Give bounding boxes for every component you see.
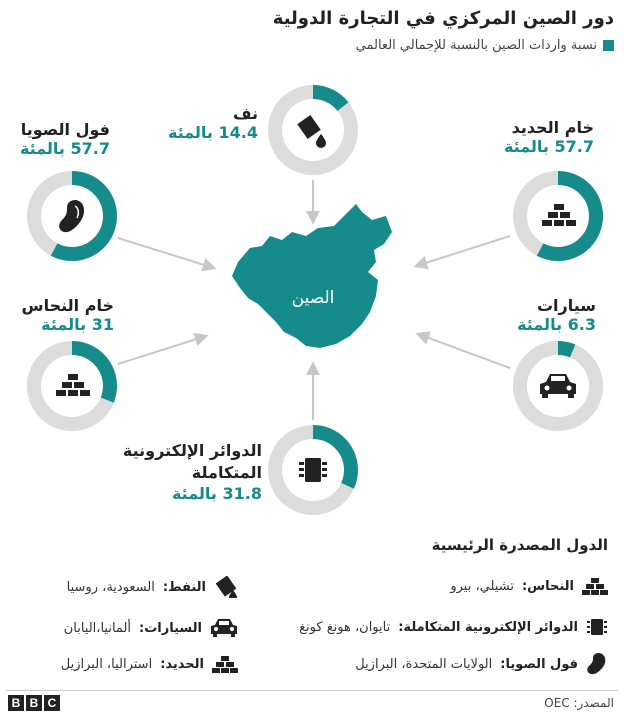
source-credit: المصدر: OEC: [544, 696, 614, 710]
oil-barrel-icon: [214, 576, 238, 598]
label-oil: [168, 104, 258, 142]
chip-icon: [586, 616, 608, 638]
source-text: تشيلي، بيرو: [450, 578, 514, 594]
label-copper-value: 31 بالمئة: [41, 315, 114, 334]
label-chip-name2: المتكاملة: [191, 462, 262, 482]
car-icon: [210, 618, 238, 638]
source-text: استراليا، البرازيل: [60, 656, 153, 672]
arrow-3: [118, 336, 206, 364]
legend-label: نسبة واردات الصين بالنسبة للإجمالي العالمي: [355, 38, 597, 53]
source-text: ألمانيا،اليابان: [63, 620, 132, 636]
source-row-chip: [299, 616, 608, 638]
label-oil-name: نف: [232, 104, 258, 123]
source-row-copper: [450, 576, 608, 596]
source-label: الدوائر الإلكترونية المتكاملة:: [398, 619, 578, 635]
ingots-icon: [212, 654, 238, 674]
label-iron-name: خام الحديد: [511, 118, 594, 137]
source-label: فول الصويا:: [500, 656, 578, 672]
chip-icon: [299, 458, 327, 482]
source-row-cars: [64, 618, 238, 638]
label-copper: [22, 296, 114, 334]
label-soy-value: 57.7 بالمئة: [19, 139, 110, 158]
label-chip-value: 31.8 بالمئة: [171, 484, 262, 504]
source-label: النفط:: [162, 579, 206, 595]
label-car-value: 6.3 بالمئة: [517, 315, 596, 334]
soybean-icon: [59, 200, 84, 232]
label-soy-name: فول الصويا: [20, 120, 110, 139]
source-text: الولايات المتحدة، البرازيل: [355, 656, 493, 672]
sources-heading: الدول المصدرة الرئيسية: [431, 536, 608, 554]
source-row-oil: [67, 576, 238, 598]
label-chip: [123, 440, 262, 505]
oil-barrel-icon: [297, 115, 326, 148]
china-map: [232, 204, 392, 348]
label-iron-value: 57.7 بالمئة: [503, 137, 594, 156]
source-label: الحديد:: [160, 656, 204, 672]
bbc-logo: B B C: [8, 695, 60, 711]
source-text: تايوان، هونغ كونغ: [299, 619, 391, 635]
label-chip-name: الدوائر الإلكترونية: [122, 441, 262, 460]
source-text: السعودية، روسيا: [66, 579, 155, 595]
source-row-soy: [355, 652, 608, 676]
label-car-name: سيارات: [536, 296, 596, 315]
center-label: الصين: [291, 288, 335, 308]
arrow-5: [418, 334, 510, 368]
source-label: النحاس:: [521, 578, 574, 594]
ingots-icon: [56, 374, 90, 396]
arrow-2: [118, 238, 214, 268]
arrow-0: [416, 236, 510, 266]
ingots-icon: [542, 204, 576, 226]
label-iron: [504, 118, 594, 156]
label-oil-value: 14.4 بالمئة: [167, 123, 258, 142]
source-row-iron: [61, 654, 238, 674]
label-car: [517, 296, 596, 334]
ingots-icon: [582, 576, 608, 596]
car-icon: [540, 374, 576, 398]
footer-divider: [6, 690, 618, 691]
chart-title: دور الصين المركزي في التجارة الدولية: [272, 8, 614, 29]
source-label: السيارات:: [139, 620, 202, 636]
label-copper-name: خام النحاس: [21, 296, 114, 315]
soybean-icon: [586, 652, 608, 676]
label-soy: [20, 120, 110, 158]
